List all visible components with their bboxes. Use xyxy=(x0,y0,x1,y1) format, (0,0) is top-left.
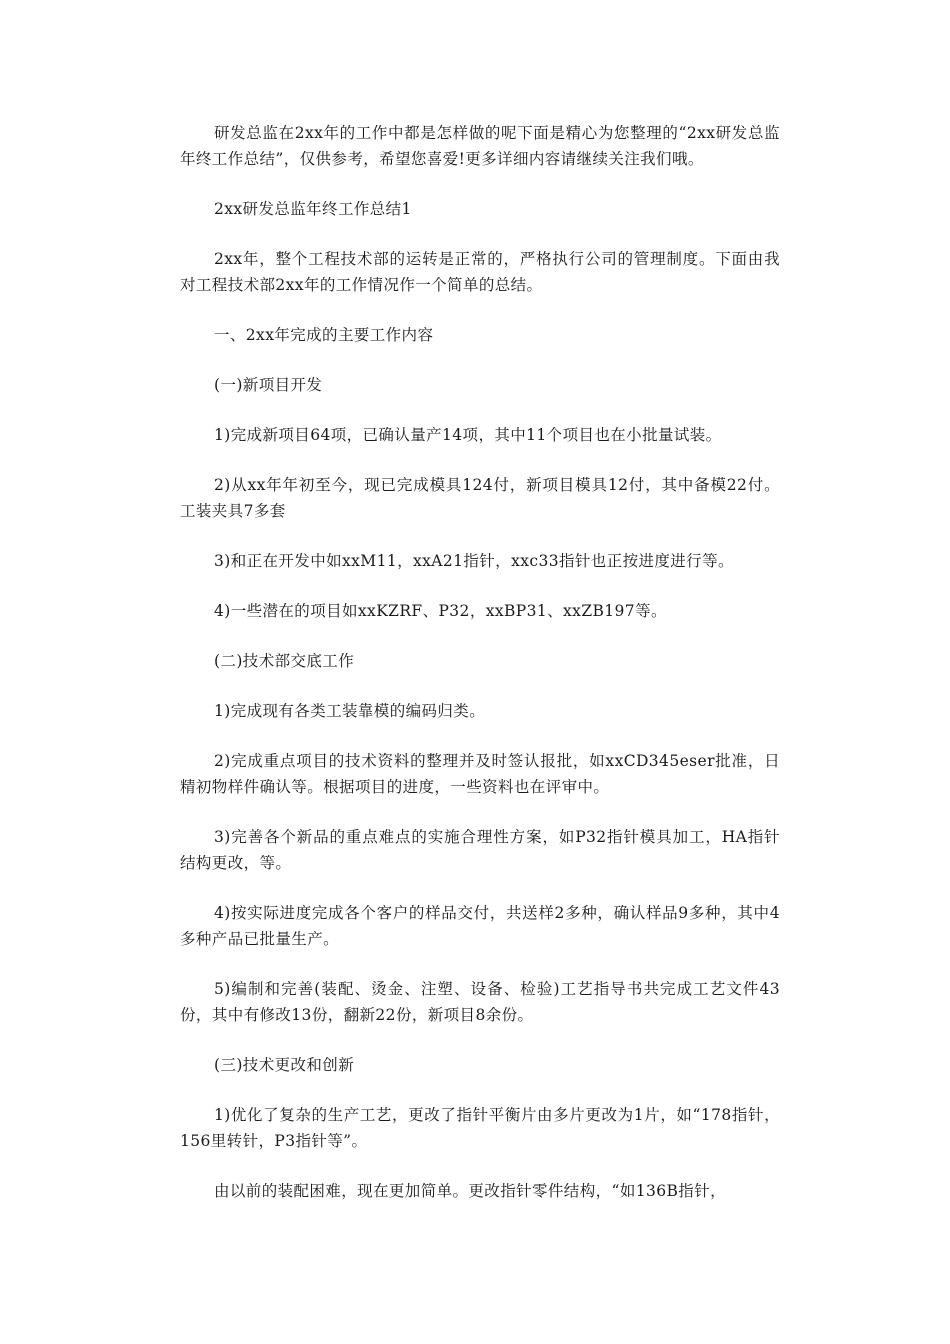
list-item: 1)优化了复杂的生产工艺，更改了指针平衡片由多片更改为1片，如“178指针，156里转针，P3指针等”。 xyxy=(180,1106,780,1150)
intro-paragraph: 研发总监在2xx年的工作中都是怎样做的呢下面是精心为您整理的“2xx研发总监年终工作总结”，仅供参考，希望您喜爱!更多详细内容请继续关注我们哦。 xyxy=(180,124,780,168)
list-item: 4)按实际进度完成各个客户的样品交付，共送样2多种，确认样品9多种，其中4多种产品已批量生产。 xyxy=(180,904,780,948)
summary-paragraph: 2xx年，整个工程技术部的运转是正常的，严格执行公司的管理制度。下面由我对工程技术部2xx年的工作情况作一个简单的总结。 xyxy=(180,250,780,294)
section-heading-main-work: 一、2xx年完成的主要工作内容 xyxy=(214,326,434,344)
list-item: 1)完成现有各类工装靠模的编码归类。 xyxy=(214,702,486,720)
list-item: 4)一些潜在的项目如xxKZRF、P32，xxBP31、xxZB197等。 xyxy=(214,602,667,620)
list-item: 2)从xx年年初至今，现已完成模具124付，新项目模具12付，其中备模22付。工装夹具7多套 xyxy=(180,476,780,520)
subsection-heading-new-projects: (一)新项目开发 xyxy=(214,376,323,394)
list-item: 3)和正在开发中如xxM11，xxA21指针，xxc33指针也正按进度进行等。 xyxy=(214,552,734,570)
subsection-heading-innovation: (三)技术更改和创新 xyxy=(214,1056,355,1074)
document-body xyxy=(180,120,780,1228)
body-paragraph: 由以前的装配困难，现在更加简单。更改指针零件结构，“如136B指针， xyxy=(214,1182,727,1200)
document-heading: 2xx研发总监年终工作总结1 xyxy=(214,200,412,218)
list-item: 2)完成重点项目的技术资料的整理并及时签认报批，如xxCD345eser批准，日精初物样件确认等。根据项目的进度，一些资料也在评审中。 xyxy=(180,752,780,796)
subsection-heading-handover: (二)技术部交底工作 xyxy=(214,652,355,670)
list-item: 5)编制和完善(装配、烫金、注塑、设备、检验)工艺指导书共完成工艺文件43份，其中有修改13份，翻新22份，新项目8余份。 xyxy=(180,980,780,1024)
list-item: 3)完善各个新品的重点难点的实施合理性方案，如P32指针模具加工，HA指针结构更改，等。 xyxy=(180,828,780,872)
list-item: 1)完成新项目64项，已确认量产14项，其中11个项目也在小批量试装。 xyxy=(214,426,722,444)
